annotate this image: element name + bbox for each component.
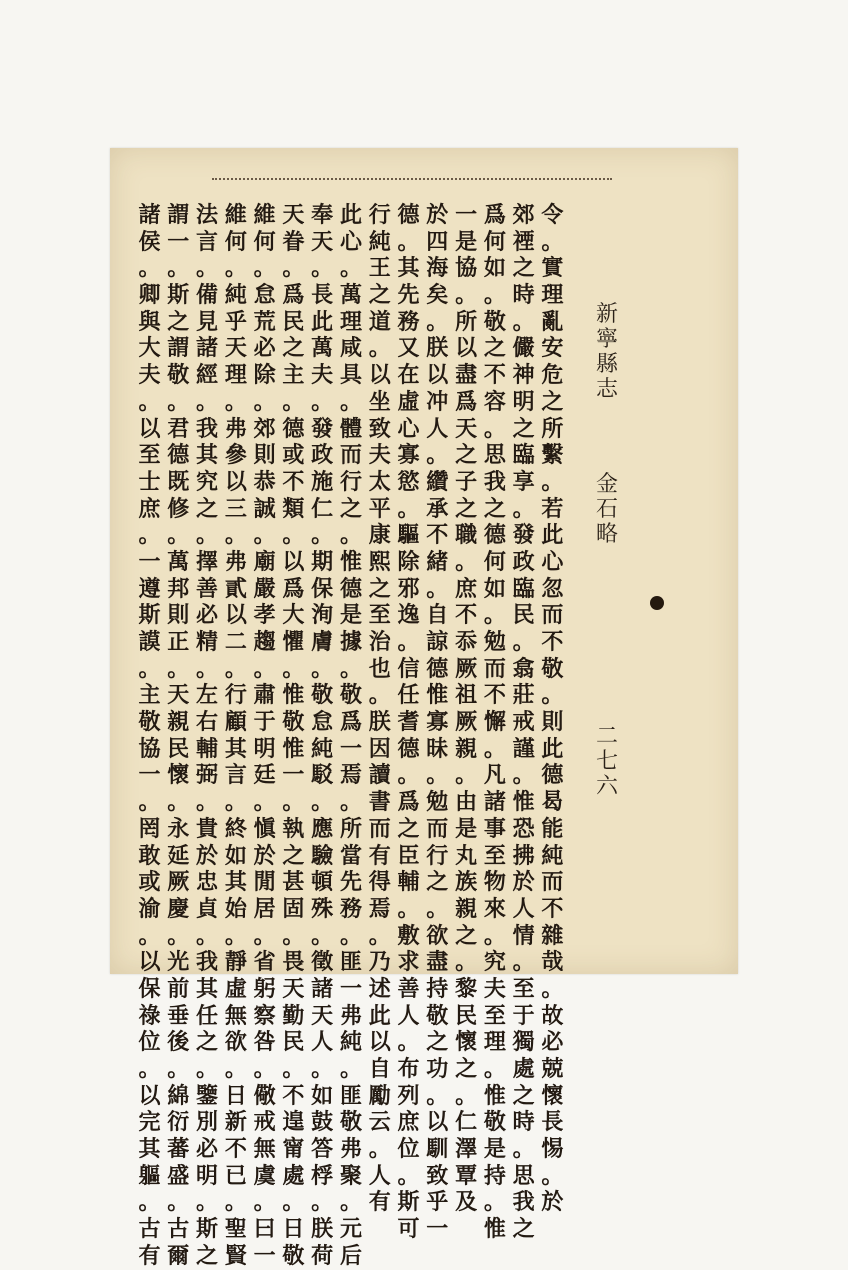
text-column: 於 四 海 矣 。 朕 以 冲 人 。 纘 承 不 緒 。 自 諒 德 惟 寡 昧 。 勉 而 行 之 。 欲 盡 持 敬 之 功 。 以 馴 致 乎 一 <box>426 202 449 1243</box>
book-title: 新 寧 縣 志 <box>595 302 618 402</box>
text-column: 此 心 。 萬 理 咸 具 。 體 而 行 之 。 惟 德 是 據 。 敬 爲 一 焉 。 所 當 先 務 。 匪 一 弗 純 。 匪 敬 弗 聚 。 元 后 <box>339 202 362 1269</box>
top-dotted-rule <box>212 178 612 180</box>
text-column: 謂 一 。 斯 之 謂 敬 。 君 德 既 修 。 萬 邦 則 正 。 天 親 民 懷 。 永 延 厥 慶 。 光 前 垂 後 。 綿 衍 蕃 盛 。 古 爾 <box>167 202 190 1269</box>
text-column: 法 言 。 備 見 諸 經 。 我 其 究 之 。 擇 善 必 精 。 左 右 輔 弼 。 貴 於 忠 貞 。 我 其 任 之 。 鑒 別 必 明 。 斯 之 <box>196 202 219 1269</box>
text-column: 奉 天 。 長 此 萬 夫 。 發 政 施 仁 。 期 保 洵 膚 。 敬 怠 純 駁 。 應 驗 頓 殊 。 徵 諸 天 人 。 如 鼓 答 桴 。 朕 荷 <box>311 202 334 1269</box>
text-column: 一 是 協 。 所 以 盡 爲 天 之 子 之 職 。 庶 不 忝 厥 祖 厥 親 。 由 是 丸 族 親 之 。 黎 民 懷 之 。 仁 澤 覃 及 <box>455 202 478 1216</box>
body-text <box>136 202 566 1269</box>
text-column: 行 純 王 之 道 。 以 坐 致 夫 太 平 康 熙 之 至 治 也 。 朕 因 讀 書 而 有 得 焉 。 乃 述 此 以 自 勵 云 。 人 有 <box>368 202 391 1216</box>
section-title: 金 石 略 <box>595 472 618 547</box>
text-column: 令 。 實 理 亂 安 危 之 所 繫 。 若 此 心 忽 而 不 敬 。 則 此 德 曷 能 純 而 不 雜 哉 。 故 必 兢 懷 長 惕 。 於 <box>541 202 564 1216</box>
running-header <box>592 304 622 549</box>
book-page <box>110 148 738 1269</box>
text-column: 天 眷 。 爲 民 之 主 。 德 或 不 類 。 以 爲 大 懼 。 惟 敬 惟 一 。 執 之 甚 固 。 畏 天 勤 民 。 不 遑 甯 處 。 日 敬 <box>282 202 305 1269</box>
text-column: 維 何 。 怠 荒 必 除 。 郊 則 恭 誠 。 廟 嚴 孝 趨 。 肅 于 明 廷 。 愼 於 閒 居 。 省 躬 察 咎 。 儆 戒 無 虞 。 曰 一 <box>253 202 276 1269</box>
page-number-column <box>592 726 622 801</box>
page-number: 二 七 六 <box>595 724 618 799</box>
text-column: 維 何 。 純 乎 天 理 。 弗 參 以 三 。 弗 貳 以 二 。 行 顧 其 言 。 終 如 其 始 。 靜 虛 無 欲 。 日 新 不 已 。 聖 賢 <box>224 202 247 1269</box>
text-column: 德 。 其 先 務 又 在 虛 心 寡 慾 。 驅 除 邪 逸 。 信 任 耆 德 。 爲 之 臣 輔 。 敷 求 善 人 。 布 列 庶 位 。 斯 可 <box>397 202 420 1243</box>
text-column: 爲 何 如 。 敬 之 不 容 。 思 我 之 德 何 如 。 勉 而 不 懈 。 凡 諸 事 至 物 來 。 究 夫 至 理 。 惟 敬 是 持 。 惟 <box>483 202 506 1243</box>
text-column: 郊 禋 之 時 。 儼 神 明 之 臨 享 。 發 政 臨 民 。 翕 莊 戒 謹 。 惟 恐 拂 於 人 情 。 至 于 獨 處 之 時 。 思 我 之 <box>512 202 535 1243</box>
text-column: 諸 侯 。 卿 與 大 夫 。 以 至 士 庶 。 一 遵 斯 謨 。 主 敬 協 一 。 罔 敢 或 渝 。 以 保 祿 位 。 以 完 其 軀 。 古 有 <box>138 202 161 1269</box>
bullet-dot <box>650 596 664 610</box>
